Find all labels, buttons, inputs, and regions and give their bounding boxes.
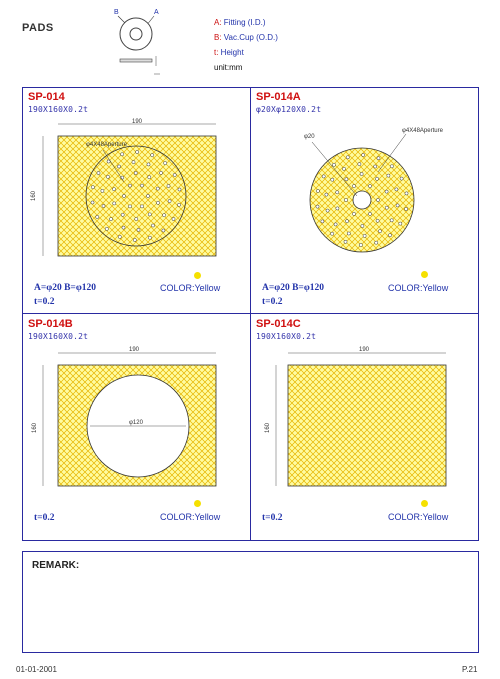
- aperture-hole: [117, 165, 120, 168]
- unit-label: unit:mm: [214, 63, 243, 72]
- grid-divider-vertical: [250, 87, 251, 541]
- grid-divider-horizontal: [22, 313, 479, 314]
- page-number: P.21: [462, 665, 478, 674]
- aperture-hole: [368, 212, 371, 215]
- remark-label: REMARK:: [32, 560, 80, 571]
- aperture-hole: [140, 184, 143, 187]
- aperture-hole: [368, 185, 371, 188]
- aperture-hole: [405, 207, 408, 210]
- drawing-sp-014a: [256, 116, 476, 266]
- aperture-hole: [326, 209, 329, 212]
- dimension-values-sp-014a: A=φ20 B=φ120: [262, 283, 325, 293]
- aperture-hole: [121, 153, 124, 156]
- color-swatch-sp-014c: [421, 500, 428, 507]
- aperture-hole: [101, 189, 104, 192]
- aperture-hole: [375, 241, 378, 244]
- aperture-hole: [352, 212, 355, 215]
- aperture-hole: [148, 213, 151, 216]
- aperture-hole: [128, 184, 131, 187]
- aperture-hole: [118, 235, 121, 238]
- pad-code-sp-014b: SP-014B: [28, 318, 73, 330]
- aperture-hole: [374, 165, 377, 168]
- aperture-hole: [148, 176, 151, 179]
- aperture-hole: [342, 167, 345, 170]
- pad-code-sp-014: SP-014: [28, 91, 65, 103]
- aperture-hole: [91, 201, 94, 204]
- drawing-sp-014: [28, 116, 228, 266]
- aperture-hole: [135, 217, 138, 220]
- aperture-hole: [358, 163, 361, 166]
- aperture-hole: [151, 154, 154, 157]
- aperture-hole: [400, 177, 403, 180]
- aperture-note-sp-014: φ4X48Aperture: [86, 142, 127, 148]
- aperture-hole: [178, 188, 181, 191]
- aperture-hole: [361, 224, 364, 227]
- aperture-hole: [159, 171, 162, 174]
- page-title: PADS: [22, 22, 54, 34]
- diagram-label-a: A: [154, 9, 159, 16]
- aperture-hole: [132, 161, 135, 164]
- remark-box: [22, 551, 479, 653]
- aperture-hole: [346, 156, 349, 159]
- dim-height-sp-014: 160: [31, 190, 37, 201]
- pad-spec-sp-014c: 190X160X0.2t: [256, 332, 317, 341]
- aperture-hole: [376, 198, 379, 201]
- aperture-hole: [134, 171, 137, 174]
- aperture-hole: [148, 236, 151, 239]
- aperture-hole: [385, 206, 388, 209]
- legend: [214, 15, 278, 75]
- aperture-hole: [173, 173, 176, 176]
- aperture-hole: [122, 194, 125, 197]
- aperture-hole: [122, 226, 125, 229]
- thickness-sp-014a: t=0.2: [262, 297, 283, 307]
- aperture-hole: [164, 162, 167, 165]
- dim-height-sp-014b: 160: [32, 422, 38, 433]
- aperture-hole: [359, 243, 362, 246]
- aperture-hole: [344, 198, 347, 201]
- aperture-hole: [97, 171, 100, 174]
- drawing-sp-014c: [256, 343, 476, 493]
- aperture-hole: [376, 219, 379, 222]
- pad-cross-section-diagram: [108, 4, 168, 78]
- aperture-hole: [362, 153, 365, 156]
- aperture-hole: [113, 202, 116, 205]
- thickness-sp-014: t=0.2: [34, 297, 55, 307]
- aperture-hole: [332, 163, 335, 166]
- dim-height-sp-014c: 160: [265, 422, 271, 433]
- aperture-hole: [112, 188, 115, 191]
- aperture-hole: [156, 201, 159, 204]
- pad-code-sp-014c: SP-014C: [256, 318, 301, 330]
- aperture-hole: [168, 200, 171, 203]
- aperture-hole: [377, 157, 380, 160]
- aperture-hole: [344, 240, 347, 243]
- aperture-hole: [106, 175, 109, 178]
- aperture-hole: [405, 192, 408, 195]
- aperture-hole: [375, 177, 378, 180]
- dimension-values-sp-014: A=φ20 B=φ120: [34, 283, 97, 293]
- color-label-sp-014a: COLOR:Yellow: [388, 283, 449, 293]
- aperture-hole: [360, 172, 363, 175]
- aperture-hole: [316, 189, 319, 192]
- aperture-hole: [96, 215, 99, 218]
- pad-code-sp-014a: SP-014A: [256, 91, 301, 103]
- dim-width-sp-014: 190: [132, 119, 143, 125]
- aperture-note-sp-014a: φ4X48Aperture: [402, 128, 443, 134]
- pad-spec-sp-014b: 190X160X0.2t: [28, 332, 89, 341]
- color-label-sp-014b: COLOR:Yellow: [160, 512, 221, 522]
- drawing-sp-014b: [28, 343, 228, 493]
- thickness-sp-014b: t=0.2: [34, 513, 55, 523]
- color-label-sp-014: COLOR:Yellow: [160, 283, 221, 293]
- center-hole: [353, 191, 371, 209]
- dim-hole-sp-014b: φ120: [129, 420, 143, 426]
- aperture-hole: [140, 205, 143, 208]
- aperture-hole: [336, 207, 339, 210]
- aperture-hole: [345, 220, 348, 223]
- aperture-hole: [133, 238, 136, 241]
- aperture-hole: [378, 230, 381, 233]
- aperture-hole: [321, 220, 324, 223]
- aperture-hole: [91, 186, 94, 189]
- aperture-hole: [109, 218, 112, 221]
- thickness-sp-014c: t=0.2: [262, 513, 283, 523]
- aperture-hole: [345, 178, 348, 181]
- aperture-hole: [178, 203, 181, 206]
- aperture-hole: [390, 219, 393, 222]
- aperture-hole: [167, 184, 170, 187]
- legend-item-t: t: Height: [214, 48, 244, 57]
- diagram-label-b: B: [114, 9, 119, 16]
- aperture-hole: [121, 213, 124, 216]
- aperture-hole: [347, 232, 350, 235]
- aperture-hole: [137, 228, 140, 231]
- aperture-hole: [336, 191, 339, 194]
- aperture-hole: [151, 224, 154, 227]
- aperture-hole: [172, 217, 175, 220]
- aperture-hole: [147, 163, 150, 166]
- aperture-hole: [163, 214, 166, 217]
- legend-item-b: B: Vac.Cup (O.D.): [214, 33, 278, 42]
- legend-item-a: A: Fitting (I.D.): [214, 18, 266, 27]
- aperture-hole: [352, 185, 355, 188]
- aperture-hole: [396, 204, 399, 207]
- aperture-hole: [146, 194, 149, 197]
- aperture-hole: [385, 190, 388, 193]
- aperture-hole: [322, 175, 325, 178]
- color-swatch-sp-014b: [194, 500, 201, 507]
- aperture-hole: [128, 205, 131, 208]
- aperture-hole: [156, 187, 159, 190]
- aperture-hole: [331, 178, 334, 181]
- color-label-sp-014c: COLOR:Yellow: [388, 512, 449, 522]
- pad-spec-sp-014: 190X160X0.2t: [28, 105, 89, 114]
- aperture-hole: [162, 229, 165, 232]
- aperture-hole: [331, 232, 334, 235]
- dim-width-sp-014b: 190: [129, 347, 140, 353]
- pad-body-sp-014: [58, 136, 216, 256]
- aperture-hole: [334, 223, 337, 226]
- color-swatch-sp-014a: [421, 271, 428, 278]
- aperture-hole: [399, 222, 402, 225]
- color-swatch-sp-014: [194, 272, 201, 279]
- pad-spec-sp-014a: φ20Xφ120X0.2t: [256, 105, 322, 114]
- aperture-hole: [363, 234, 366, 237]
- aperture-hole: [105, 227, 108, 230]
- aperture-hole: [395, 188, 398, 191]
- aperture-hole: [325, 193, 328, 196]
- footer-date: 01-01-2001: [16, 665, 57, 674]
- aperture-hole: [388, 234, 391, 237]
- aperture-hole: [102, 204, 105, 207]
- aperture-hole: [387, 174, 390, 177]
- aperture-hole: [390, 165, 393, 168]
- dim-small-sp-014a: φ20: [304, 134, 315, 140]
- aperture-hole: [316, 205, 319, 208]
- pad-body-sp-014c: [288, 365, 446, 486]
- dim-width-sp-014c: 190: [359, 347, 370, 353]
- aperture-hole: [136, 150, 139, 153]
